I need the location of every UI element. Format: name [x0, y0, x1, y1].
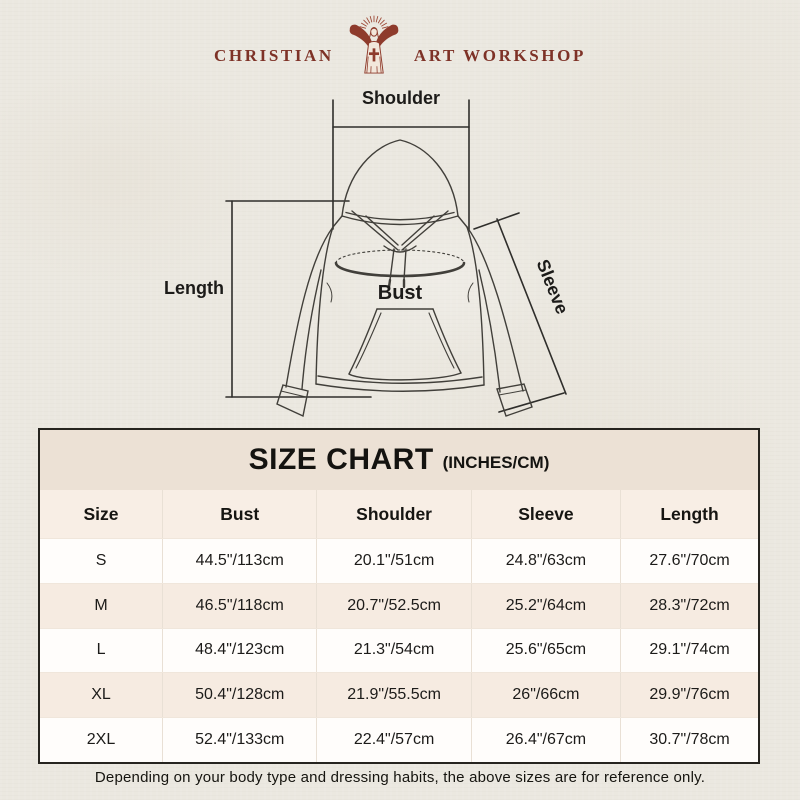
- cell-bust: 50.4"/128cm: [162, 673, 316, 717]
- cell-shoulder: 20.7"/52.5cm: [316, 584, 470, 628]
- table-row-m: [40, 583, 758, 628]
- cell-shoulder: 21.3"/54cm: [316, 629, 470, 673]
- column-header-sleeve: Sleeve: [471, 490, 620, 538]
- cell-size: L: [96, 641, 106, 659]
- dimension-lines: [226, 100, 566, 412]
- cell-sleeve: 26"/66cm: [471, 673, 620, 717]
- column-header-size: Size: [83, 503, 119, 524]
- kangaroo-pocket: [349, 309, 461, 380]
- cell-length: 29.1"/74cm: [620, 629, 758, 673]
- cell-shoulder: 20.1"/51cm: [316, 539, 470, 583]
- jesus-rays-icon: [343, 11, 405, 77]
- size-chart-units-note: (INCHES/CM): [442, 453, 550, 472]
- cell-sleeve: 25.6"/65cm: [471, 629, 620, 673]
- brand-text-left: CHRISTIAN: [214, 46, 334, 65]
- column-header-bust: Bust: [162, 490, 316, 538]
- cell-sleeve: 24.8"/63cm: [471, 539, 620, 583]
- cell-bust: 44.5"/113cm: [162, 539, 316, 583]
- cell-size: M: [94, 596, 108, 614]
- length-label: Length: [164, 278, 224, 298]
- cell-length: 29.9"/76cm: [620, 673, 758, 717]
- cell-bust: 48.4"/123cm: [162, 629, 316, 673]
- column-header-shoulder: Shoulder: [316, 490, 470, 538]
- cell-length: 28.3"/72cm: [620, 584, 758, 628]
- cell-bust: 46.5"/118cm: [162, 584, 316, 628]
- hoodie-outline: [277, 140, 532, 416]
- sun-rays: [360, 16, 388, 28]
- bust-label: Bust: [377, 282, 423, 304]
- cell-size: S: [95, 551, 107, 569]
- cell-shoulder: 22.4"/57cm: [316, 718, 470, 762]
- reference-note: Depending on your body type and dressing habits, the above sizes are for reference only.: [94, 769, 706, 786]
- cell-length: 27.6"/70cm: [620, 539, 758, 583]
- size-chart-table: [38, 428, 760, 764]
- size-chart-title-band: [40, 430, 758, 490]
- hoodie-measurement-diagram: [0, 83, 800, 430]
- column-header-length: Length: [620, 490, 758, 538]
- cell-bust: 52.4"/133cm: [162, 718, 316, 762]
- cell-sleeve: 26.4"/67cm: [471, 718, 620, 762]
- cell-shoulder: 21.9"/55.5cm: [316, 673, 470, 717]
- sleeve-label: Sleeve: [532, 256, 573, 317]
- table-row-xl: [40, 672, 758, 717]
- cell-size: XL: [91, 686, 111, 704]
- shoulder-label: Shoulder: [361, 88, 441, 108]
- jesus-figure: [349, 25, 398, 73]
- table-row-s: [40, 538, 758, 583]
- cell-size: 2XL: [86, 731, 116, 749]
- cell-sleeve: 25.2"/64cm: [471, 584, 620, 628]
- brand-text-right: ART WORKSHOP: [413, 46, 586, 65]
- table-header-row: [40, 490, 758, 538]
- table-row-l: [40, 628, 758, 673]
- cell-length: 30.7"/78cm: [620, 718, 758, 762]
- table-row-2xl: [40, 717, 758, 762]
- brand-logo: [0, 8, 800, 80]
- size-chart-title: SIZE CHART: [248, 443, 434, 476]
